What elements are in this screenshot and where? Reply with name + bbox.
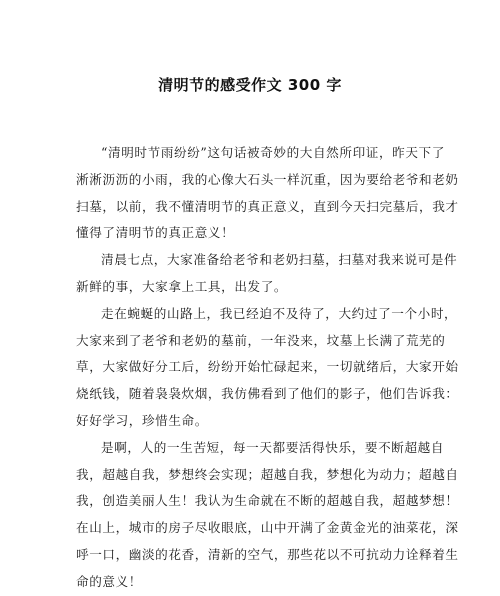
paragraph-3-line-5: 好好学习，珍惜生命。 [76,412,208,428]
paragraph-3-line-1: 走在蜿蜒的山路上，我已经迫不及待了，大约过了一个小时， [101,305,458,321]
paragraph-4-line-2: 我，超越自我，梦想终会实现；超越自我，梦想化为动力；超越自 [76,466,459,482]
paragraph-3-line-4: 烧纸钱，随着袅袅炊烟，我仿佛看到了他们的影子，他们告诉我： [76,386,459,402]
paragraph-1-line-1: “清明时节雨纷纷”这句话被奇妙的大自然所印证，昨天下了 [101,145,445,160]
paragraph-3-line-3: 草，大家做好分工后，纷纷开始忙碌起来，一切就绪后，大家开始 [76,359,459,375]
paragraph-4-line-6: 命的意义！ [76,573,142,589]
paragraph-2-line-1: 清晨七点，大家准备给老爷和老奶扫墓，扫墓对我来说可是件 [101,252,458,268]
paragraph-4-line-3: 我，创造美丽人生！我认为生命就在不断的超越自我，超越梦想！ [76,493,459,509]
document-title: 清明节的感受作文 300 字 [158,76,342,94]
paragraph-1-line-4: 懂得了清明节的真正意义！ [76,225,235,241]
paragraph-4-line-1: 是啊，人的一生苦短，每一天都要活得快乐，要不断超越自 [101,439,445,455]
paragraph-4-line-4: 在山上，城市的房子尽收眼底，山中开满了金黄金光的油菜花，深 [76,520,459,536]
paragraph-1-line-3: 扫墓，以前，我不懂清明节的真正意义，直到今天扫完墓后，我才 [76,198,459,214]
paragraph-1-line-2: 淅淅沥沥的小雨，我的心像大石头一样沉重，因为要给老爷和老奶 [76,171,459,187]
paragraph-4-line-5: 呼一口，幽淡的花香，清新的空气，那些花以不可抗动力诠释着生 [76,546,459,562]
paragraph-3-line-2: 大家来到了老爷和老奶的墓前，一年没来，坟墓上长满了荒芜的 [76,332,446,348]
document-body [76,140,459,596]
paragraph-2-line-2: 新鲜的事，大家拿上工具，出发了。 [76,278,288,294]
